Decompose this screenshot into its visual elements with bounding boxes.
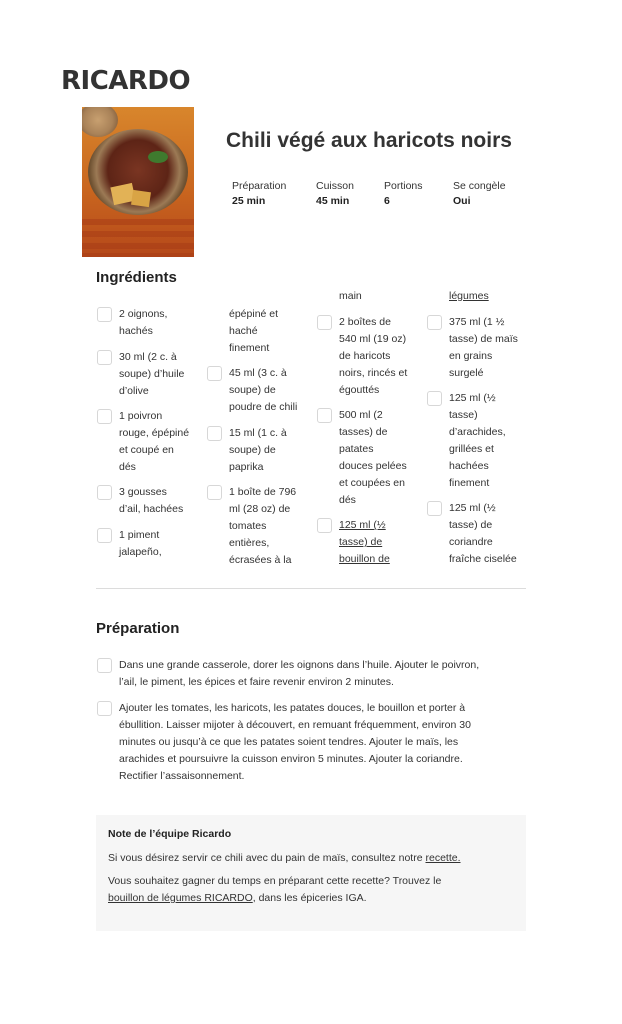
ingredient-checkbox[interactable]: [427, 501, 442, 516]
ingredient-line: patates: [339, 443, 374, 455]
ingredient-line: haché: [229, 325, 258, 337]
step-line: ébullition. Laisser mijoter à découvert, en remuant fréquemment, environ 30: [119, 719, 471, 731]
ingredient-line: soupe) d’huile: [119, 368, 185, 380]
ingredient-line: paprika: [229, 461, 264, 473]
ingredient-line: soupe) de: [229, 384, 276, 396]
ingredient-line[interactable]: bouillon de: [339, 553, 390, 565]
ingredient-line: 1 poivron: [119, 410, 163, 422]
recipe-photo: [82, 107, 194, 257]
ingredient-line: finement: [449, 477, 490, 489]
meta-label: Préparation: [232, 180, 287, 192]
step-checkbox[interactable]: [97, 658, 112, 673]
ingredient-checkbox[interactable]: [427, 315, 442, 330]
ingredient-line: noirs, rincés et: [339, 367, 408, 379]
ingredient-item: [339, 407, 407, 509]
ingredient-line: dés: [119, 461, 136, 473]
ingredient-line: hachés: [119, 325, 153, 337]
ingredient-line: 3 gousses: [119, 486, 167, 498]
step-line: Rectifier l’assaisonnement.: [119, 770, 245, 782]
ingredient-item: [119, 306, 167, 340]
preparation-step: [119, 700, 471, 785]
ingredients-heading: Ingrédients: [96, 269, 177, 286]
ingredient-line: poudre de chili: [229, 401, 298, 413]
bouillon-link-continuation[interactable]: [449, 288, 489, 305]
ingredient-line: douces pelées: [339, 460, 407, 472]
ingredient-line: tasse) de: [449, 519, 493, 531]
ingredient-line: ml (28 oz) de: [229, 503, 291, 515]
ingredient-line: 1 piment: [119, 529, 160, 541]
preparation-step: [119, 657, 479, 691]
ingredient-line: entières,: [229, 537, 270, 549]
ingredient-checkbox[interactable]: [207, 426, 222, 441]
preparation-heading: Préparation: [96, 620, 180, 637]
ingredient-line: soupe) de: [229, 444, 276, 456]
ricardo-logo[interactable]: RICARDO: [61, 66, 191, 96]
ingredient-item: [449, 390, 506, 492]
note-text: Vous souhaitez gagner du temps en préparant cette recette? Trouvez le: [108, 875, 442, 887]
ingredient-line: d’olive: [119, 385, 149, 397]
bouillon-product-link[interactable]: bouillon de légumes RICARDO: [108, 892, 253, 904]
ingredient-line: tomates: [229, 520, 267, 532]
ingredient-item: [229, 365, 297, 416]
ingredient-line: 125 ml (½: [449, 502, 496, 514]
recipe-title: Chili végé aux haricots noirs: [226, 129, 512, 152]
step-line: l’ail, le piment, les épices et faire revenir environ 2 minutes.: [119, 676, 394, 688]
ingredient-checkbox[interactable]: [427, 391, 442, 406]
ingredient-line: 500 ml (2: [339, 409, 383, 421]
ingredient-checkbox[interactable]: [97, 485, 112, 500]
ingredient-item: [449, 314, 518, 382]
ingredient-item: [339, 314, 407, 399]
section-divider: [96, 588, 526, 589]
ingredient-line: et coupées en: [339, 477, 405, 489]
meta-portions: [384, 180, 423, 208]
ingredient-checkbox[interactable]: [97, 528, 112, 543]
note-text: Si vous désirez servir ce chili avec du pain de maïs, consultez notre: [108, 852, 426, 864]
meta-value: 6: [384, 195, 390, 207]
ingredient-line: rouge, épépiné: [119, 427, 190, 439]
ingredient-item: [229, 425, 287, 476]
ingredient-item: [119, 527, 162, 561]
meta-freezes: [453, 180, 506, 208]
bouillon-link[interactable]: [339, 517, 390, 568]
step-line: arachides et poursuivre la cuisson environ 5 minutes. Ajouter la coriandre.: [119, 753, 463, 765]
ingredient-item: [119, 484, 183, 518]
meta-value: 25 min: [232, 195, 266, 207]
ingredient-item: [119, 408, 189, 476]
ingredient-line: 125 ml (½: [449, 392, 496, 404]
ingredient-checkbox[interactable]: [97, 350, 112, 365]
meta-label: Portions: [384, 180, 423, 192]
ingredient-checkbox[interactable]: [317, 408, 332, 423]
ingredient-line: tasse): [449, 409, 478, 421]
ingredient-line: grillées et: [449, 443, 494, 455]
ingredient-line[interactable]: 125 ml (½: [339, 519, 386, 531]
ingredient-line: et coupé en: [119, 444, 174, 456]
ingredient-checkbox[interactable]: [97, 307, 112, 322]
ingredient-continuation: [339, 288, 362, 305]
ingredient-line: 375 ml (1 ½: [449, 316, 505, 328]
ingredient-line: main: [339, 290, 362, 302]
ingredient-line: d’ail, hachées: [119, 503, 184, 515]
meta-cuisson: [316, 180, 354, 208]
meta-preparation: [232, 180, 286, 208]
ingredient-line: épépiné et: [229, 308, 279, 320]
recipe-link[interactable]: recette.: [425, 852, 461, 864]
ingredient-line: 30 ml (2 c. à: [119, 351, 177, 363]
ingredient-line: 45 ml (3 c. à: [229, 367, 287, 379]
ingredient-continuation: [229, 306, 278, 357]
ingredient-item: [229, 484, 296, 569]
ingredient-line: dés: [339, 494, 356, 506]
ingredient-line: écrasées à la: [229, 554, 292, 566]
ingredient-line: tasses) de: [339, 426, 388, 438]
step-line: Ajouter les tomates, les haricots, les patates douces, le bouillon et porter à: [119, 702, 466, 714]
step-line: Dans une grande casserole, dorer les oignons dans l’huile. Ajouter le poivron,: [119, 659, 480, 671]
ingredient-line: jalapeño,: [119, 546, 162, 558]
ingredient-checkbox[interactable]: [207, 366, 222, 381]
ingredient-line[interactable]: tasse) de: [339, 536, 383, 548]
ingredient-line: finement: [229, 342, 270, 354]
ingredient-line: en grains: [449, 350, 493, 362]
ingredient-line: hachées: [449, 460, 489, 472]
ingredient-line: de haricots: [339, 350, 391, 362]
note-paragraph: [108, 850, 518, 867]
ingredient-line[interactable]: légumes: [449, 290, 489, 302]
ingredient-line: coriandre: [449, 536, 493, 548]
ingredient-line: fraîche ciselée: [449, 553, 517, 565]
note-text: , dans les épiceries IGA.: [252, 892, 367, 904]
ingredient-line: tasse) de maïs: [449, 333, 518, 345]
ingredient-line: 1 boîte de 796: [229, 486, 297, 498]
ingredient-line: 15 ml (1 c. à: [229, 427, 287, 439]
ingredient-line: égouttés: [339, 384, 380, 396]
meta-value: 45 min: [316, 195, 350, 207]
ingredient-checkbox[interactable]: [317, 315, 332, 330]
ingredient-line: 2 boîtes de: [339, 316, 391, 328]
ingredient-line: 2 oignons,: [119, 308, 168, 320]
ingredient-item: [119, 349, 184, 400]
ingredient-item: [449, 500, 517, 568]
ingredient-line: d’arachides,: [449, 426, 506, 438]
note-paragraph: [108, 873, 518, 907]
note-title: Note de l’équipe Ricardo: [108, 828, 232, 840]
step-checkbox[interactable]: [97, 701, 112, 716]
step-line: minutes ou jusqu’à ce que les patates soient tendres. Ajouter le maïs, les: [119, 736, 459, 748]
ingredient-line: surgelé: [449, 367, 484, 379]
meta-value: Oui: [453, 195, 471, 207]
meta-label: Se congèle: [453, 180, 506, 192]
ingredient-checkbox[interactable]: [207, 485, 222, 500]
ingredient-line: 540 ml (19 oz): [339, 333, 407, 345]
meta-label: Cuisson: [316, 180, 354, 192]
ingredient-checkbox[interactable]: [317, 518, 332, 533]
ingredient-checkbox[interactable]: [97, 409, 112, 424]
